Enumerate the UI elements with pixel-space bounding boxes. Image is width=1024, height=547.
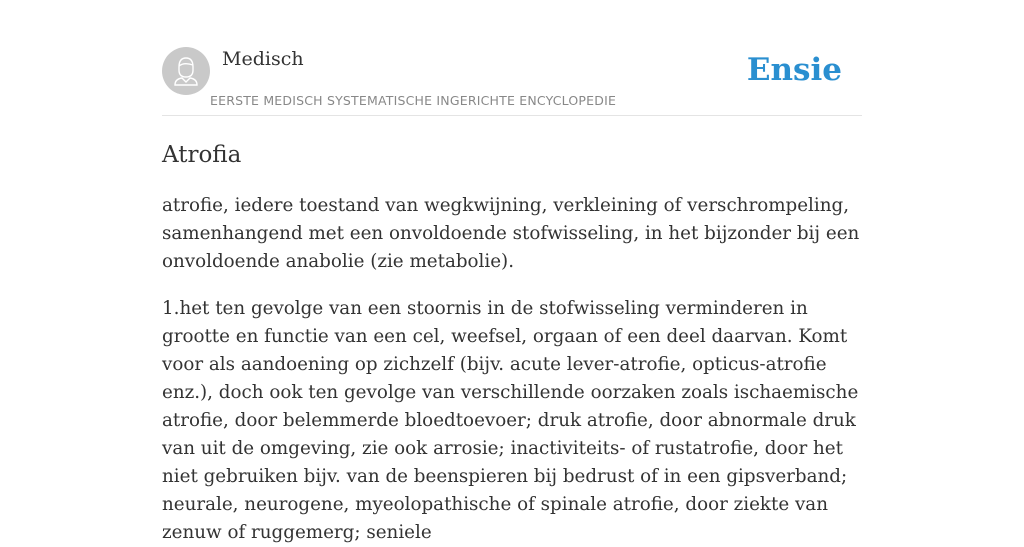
source-name-link[interactable]: Medisch — [222, 48, 304, 70]
article-paragraph: atrofie, iedere toestand van wegkwijning, verkleining of verschrompeling, samenhangend met een onvoldoende stofwisseling, in het bijzonder bij een onvoldoende anabolie (zie metabolie). — [162, 195, 860, 272]
ensie-logo[interactable]: Ensie — [746, 52, 842, 88]
article-title: Atrofia — [162, 142, 242, 168]
article-header — [162, 0, 862, 116]
article-paragraph: 1.het ten gevolge van een stoornis in de stofwisseling verminderen in grootte en functie van een cel, weefsel, orgaan of een deel daarvan. Komt voor als aandoening op zichzelf (bijv. acute lever-atrofie, opticus-atrofie enz.), doch ook ten gevolge van verschillende oorzaken zoals ischaemische atrofie, door belemmerde bloedtoevoer; druk atrofie, door abnormale druk van uit de omgeving, zie ook arrosie; inactiviteits- of rustatrofie, door het niet gebruiken bijv. van de beenspieren bij bedrust of in een gipsverband; neurale, neurogene, myeolopathische of spinale atrofie, door ziekte van zenuw of ruggemerg; seniele — [162, 298, 859, 543]
article-page — [162, 0, 862, 543]
user-avatar-icon[interactable] — [162, 47, 210, 95]
source-subtitle: EERSTE MEDISCH SYSTEMATISCHE INGERICHTE ENCYCLOPEDIE — [210, 93, 617, 108]
